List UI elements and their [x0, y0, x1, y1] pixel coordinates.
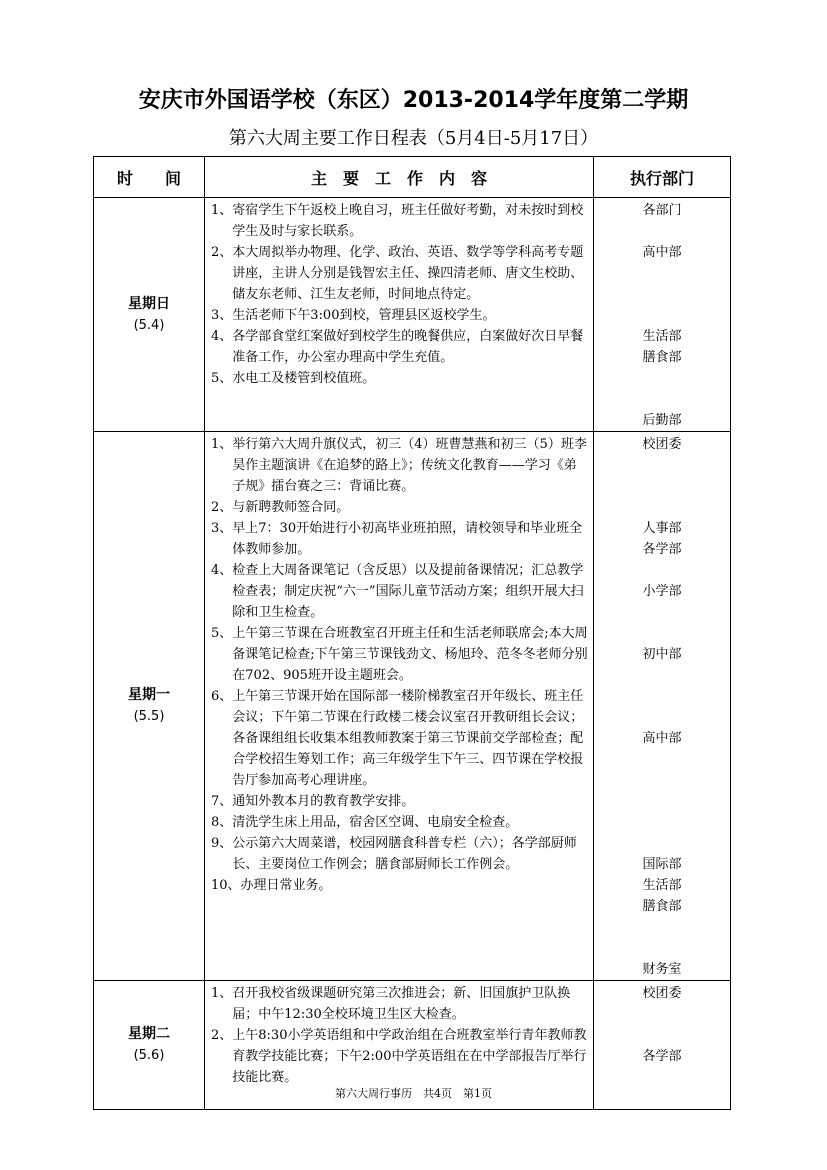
- task-text: 召开我校省级课题研究第三次推进会；新、旧国旗护卫队换届；中午12:30全校环境卫生区大检查。: [232, 986, 571, 1022]
- task-number: 2、: [211, 1028, 233, 1043]
- task-item: [211, 560, 589, 623]
- task-item: [211, 812, 589, 833]
- task-number: 7、: [211, 794, 233, 809]
- task-dept: 生活部: [642, 329, 682, 344]
- task-item: [211, 305, 589, 326]
- task-item: [211, 434, 589, 497]
- task-number: 2、: [211, 245, 233, 260]
- day-date: (5.6): [133, 1048, 165, 1063]
- day-row: [94, 432, 731, 981]
- header-row: [94, 157, 731, 198]
- schedule-table: [93, 156, 731, 1110]
- task-dept: 初中部: [642, 647, 682, 662]
- task-text: 公示第六大周菜谱，校园网膳食科普专栏（六）；各学部厨师长、主要岗位工作例会；膳食部厨师长工作例会。: [232, 836, 577, 872]
- task-text: 检查上大周备课笔记（含反思）以及提前备课情况；汇总教学检查表；制定庆祝“六一”国际儿童节活动方案；组织开展大扫除和卫生检查。: [232, 563, 584, 620]
- task-item: [211, 242, 589, 305]
- task-dept: 膳食部: [642, 899, 682, 914]
- task-item: [211, 368, 589, 389]
- day-cell: [94, 432, 205, 981]
- task-number: 5、: [211, 626, 233, 641]
- dept-cell: [594, 198, 731, 432]
- header-content: 主 要 工 作 内 容: [205, 157, 594, 198]
- task-text: 各学部食堂红案做好到校学生的晚餐供应，白案做好次日早餐准备工作，办公室办理高中学生充值。: [232, 329, 584, 365]
- task-number: 3、: [211, 308, 233, 323]
- day-cell: [94, 198, 205, 432]
- day-name: 星期二: [128, 1026, 170, 1042]
- header-time: 时 间: [94, 157, 205, 198]
- task-text: 早上7：30开始进行小初高毕业班拍照，请校领导和毕业班全体教师参加。: [232, 521, 583, 557]
- task-dept: 高中部: [642, 245, 682, 260]
- task-item: [211, 1025, 589, 1088]
- task-number: 2、: [211, 500, 233, 515]
- task-text: 清洗学生床上用品，宿舍区空调、电扇安全检查。: [232, 815, 519, 830]
- task-number: 4、: [211, 563, 233, 578]
- task-number: 1、: [211, 437, 233, 452]
- task-item: [211, 686, 589, 791]
- content-cell: [205, 198, 594, 432]
- task-number: 1、: [211, 203, 233, 218]
- task-text: 上午第三节课开始在国际部一楼阶梯教室召开年级长、班主任会议；下午第二节课在行政楼二楼会议室召开教研组长会议；各备课组组长收集本组教师教案于第三节课前交学部检查；配合学校招生筹划工作；高三年级学生下午三、四节课在学校报告厅参加高考心理讲座。: [232, 689, 584, 788]
- task-dept: 各学部: [642, 542, 682, 557]
- task-text: 通知外教本月的教育教学安排。: [232, 794, 415, 809]
- task-dept: 小学部: [642, 584, 682, 599]
- task-text: 上午8:30小学英语组和中学政治组在合班教室举行青年教师教育教学技能比赛；下午2:00中学英语组在在中学部报告厅举行技能比赛。: [232, 1028, 587, 1085]
- task-number: 4、: [211, 329, 233, 344]
- task-dept: 财务室: [642, 962, 682, 977]
- task-text: 寄宿学生下午返校上晚自习，班主任做好考勤，对未按时到校学生及时与家长联系。: [232, 203, 584, 239]
- task-dept: 各学部: [642, 1049, 682, 1064]
- task-dept: 高中部: [642, 731, 682, 746]
- task-dept: 校团委: [642, 437, 682, 452]
- page-footer: 第六大周行事历 共4页 第1页: [335, 1087, 492, 1100]
- task-item: [211, 497, 589, 518]
- task-number: 5、: [211, 371, 233, 386]
- day-date: (5.5): [133, 709, 165, 724]
- task-dept: 校团委: [642, 986, 682, 1001]
- schedule-body: [94, 198, 731, 1110]
- task-item: [211, 200, 589, 242]
- task-number: 10、: [211, 878, 241, 893]
- task-dept: 生活部: [642, 878, 682, 893]
- dept-cell: [594, 432, 731, 981]
- task-dept: 各部门: [642, 203, 682, 218]
- task-item: [211, 326, 589, 368]
- content-cell: [205, 432, 594, 981]
- task-text: 本大周拟举办物理、化学、政治、英语、数学等学科高考专题讲座，主讲人分别是钱智宏主任、操四清老师、唐文生校助、储友东老师、江生友老师，时间地点待定。: [232, 245, 584, 302]
- task-item: [211, 983, 589, 1025]
- task-number: 1、: [211, 986, 233, 1001]
- task-text: 生活老师下午3:00到校，管理县区返校学生。: [232, 308, 496, 323]
- task-item: [211, 833, 589, 875]
- day-name: 星期一: [128, 687, 170, 703]
- task-text: 水电工及楼管到校值班。: [232, 371, 376, 386]
- task-item: [211, 875, 589, 896]
- task-number: 6、: [211, 689, 233, 704]
- task-dept: 国际部: [642, 857, 682, 872]
- document-subtitle: 第六大周主要工作日程表（5月4日-5月17日）: [228, 128, 599, 149]
- task-text: 办理日常业务。: [240, 878, 332, 893]
- task-dept: 膳食部: [642, 350, 682, 365]
- task-item: [211, 623, 589, 686]
- day-name: 星期日: [128, 295, 170, 312]
- task-dept: 后勤部: [642, 413, 682, 428]
- day-row: [94, 198, 731, 432]
- task-item: [211, 791, 589, 812]
- header-dept: 执行部门: [594, 157, 731, 198]
- task-number: 9、: [211, 836, 233, 851]
- task-text: 上午第三节课在合班教室召开班主任和生活老师联席会;本大周备课笔记检查;下午第三节课钱劲文、杨旭玲、范冬冬老师分别在702、905班开设主题班会。: [232, 626, 588, 683]
- task-number: 3、: [211, 521, 233, 536]
- task-text: 与新聘教师签合同。: [232, 500, 350, 515]
- task-dept: 人事部: [642, 521, 682, 536]
- task-text: 举行第六大周升旗仪式，初三（4）班曹慧燕和初三（5）班李昊作主题演讲《在追梦的路上》；传统文化教育——学习《弟子规》擂台赛之三：背诵比赛。: [232, 437, 587, 494]
- task-number: 8、: [211, 815, 233, 830]
- task-item: [211, 518, 589, 560]
- day-date: (5.4): [133, 317, 165, 333]
- document-title: 安庆市外国语学校（东区）2013-2014学年度第二学期: [138, 88, 689, 113]
